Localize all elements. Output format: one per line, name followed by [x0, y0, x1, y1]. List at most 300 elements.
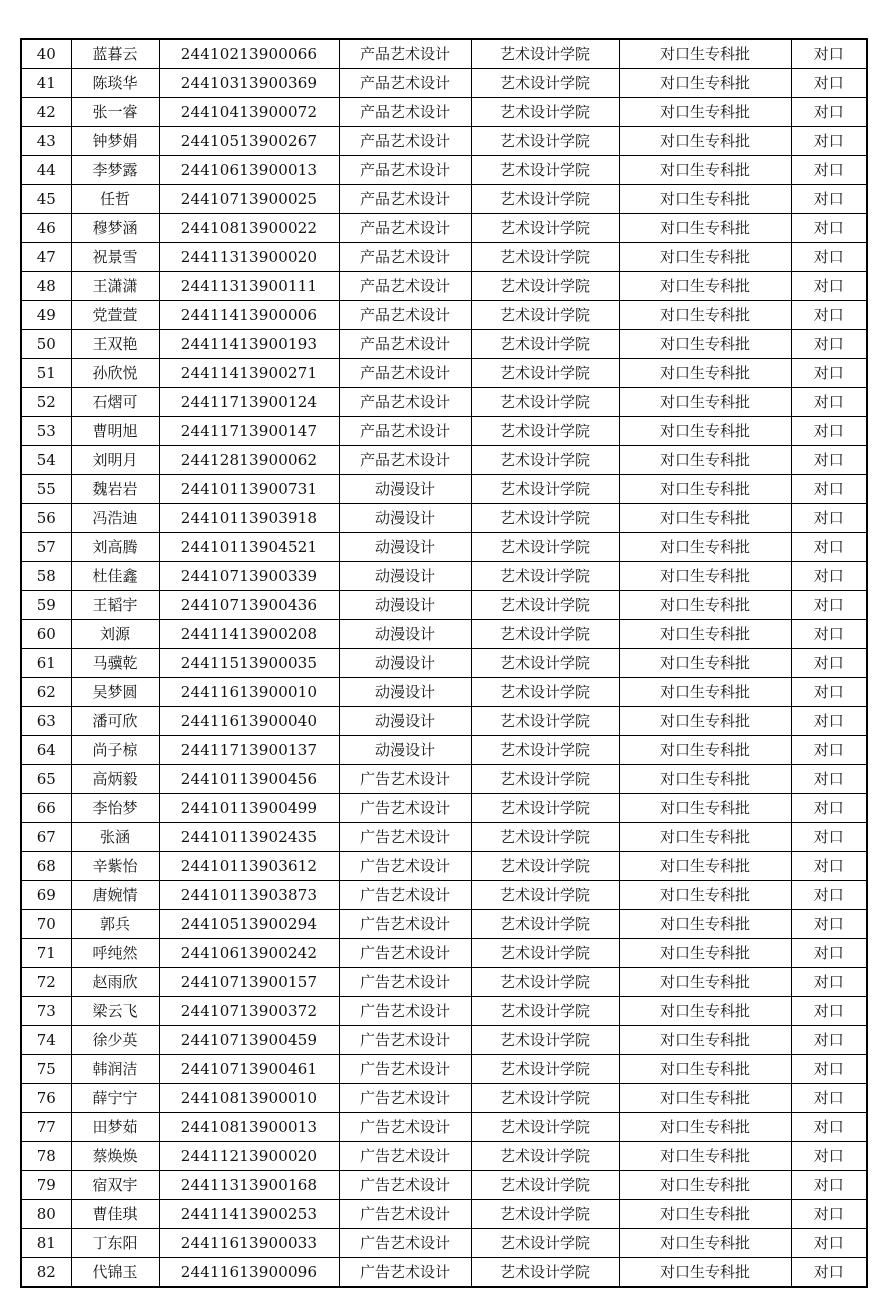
student-name-cell: 刘高腾 [71, 533, 159, 562]
table-row [21, 852, 867, 881]
exam-number-cell: 24410713900459 [159, 1026, 339, 1055]
major-cell: 广告艺术设计 [339, 1055, 471, 1084]
table-row [21, 910, 867, 939]
college-cell: 艺术设计学院 [471, 533, 619, 562]
table-row [21, 533, 867, 562]
college-cell: 艺术设计学院 [471, 997, 619, 1026]
student-name-cell: 马骥乾 [71, 649, 159, 678]
college-cell: 艺术设计学院 [471, 1258, 619, 1288]
admission-batch-cell: 对口生专科批 [619, 98, 791, 127]
student-name-cell: 王潇潇 [71, 272, 159, 301]
college-cell: 艺术设计学院 [471, 69, 619, 98]
admission-batch-cell: 对口生专科批 [619, 765, 791, 794]
student-type-cell: 对口 [791, 591, 867, 620]
exam-number-cell: 24411613900033 [159, 1229, 339, 1258]
major-cell: 广告艺术设计 [339, 1113, 471, 1142]
table-row [21, 968, 867, 997]
exam-number-cell: 24410313900369 [159, 69, 339, 98]
row-number-cell: 43 [21, 127, 71, 156]
admission-batch-cell: 对口生专科批 [619, 707, 791, 736]
table-row [21, 1142, 867, 1171]
table-row [21, 417, 867, 446]
student-name-cell: 孙欣悦 [71, 359, 159, 388]
student-name-cell: 赵雨欣 [71, 968, 159, 997]
exam-number-cell: 24410813900022 [159, 214, 339, 243]
student-name-cell: 刘明月 [71, 446, 159, 475]
student-type-cell: 对口 [791, 359, 867, 388]
major-cell: 广告艺术设计 [339, 881, 471, 910]
row-number-cell: 76 [21, 1084, 71, 1113]
row-number-cell: 70 [21, 910, 71, 939]
row-number-cell: 62 [21, 678, 71, 707]
college-cell: 艺术设计学院 [471, 417, 619, 446]
student-type-cell: 对口 [791, 852, 867, 881]
exam-number-cell: 24410613900242 [159, 939, 339, 968]
student-name-cell: 丁东阳 [71, 1229, 159, 1258]
admission-batch-cell: 对口生专科批 [619, 69, 791, 98]
exam-number-cell: 24410113900731 [159, 475, 339, 504]
table-row [21, 1171, 867, 1200]
exam-number-cell: 24411413900193 [159, 330, 339, 359]
admission-batch-cell: 对口生专科批 [619, 1171, 791, 1200]
student-type-cell: 对口 [791, 562, 867, 591]
exam-number-cell: 24410513900267 [159, 127, 339, 156]
student-name-cell: 陈琰华 [71, 69, 159, 98]
major-cell: 产品艺术设计 [339, 185, 471, 214]
table-row [21, 446, 867, 475]
college-cell: 艺术设计学院 [471, 330, 619, 359]
major-cell: 动漫设计 [339, 562, 471, 591]
table-row [21, 678, 867, 707]
exam-number-cell: 24410113903873 [159, 881, 339, 910]
college-cell: 艺术设计学院 [471, 852, 619, 881]
exam-number-cell: 24410113903918 [159, 504, 339, 533]
student-name-cell: 党萱萱 [71, 301, 159, 330]
college-cell: 艺术设计学院 [471, 562, 619, 591]
student-type-cell: 对口 [791, 1055, 867, 1084]
table-row [21, 881, 867, 910]
table-row [21, 243, 867, 272]
table-row [21, 475, 867, 504]
major-cell: 广告艺术设计 [339, 765, 471, 794]
college-cell: 艺术设计学院 [471, 1142, 619, 1171]
major-cell: 动漫设计 [339, 649, 471, 678]
student-type-cell: 对口 [791, 997, 867, 1026]
major-cell: 产品艺术设计 [339, 330, 471, 359]
major-cell: 动漫设计 [339, 620, 471, 649]
student-type-cell: 对口 [791, 533, 867, 562]
exam-number-cell: 24411413900253 [159, 1200, 339, 1229]
student-type-cell: 对口 [791, 243, 867, 272]
row-number-cell: 72 [21, 968, 71, 997]
college-cell: 艺术设计学院 [471, 1026, 619, 1055]
major-cell: 广告艺术设计 [339, 1084, 471, 1113]
student-name-cell: 张一睿 [71, 98, 159, 127]
row-number-cell: 78 [21, 1142, 71, 1171]
student-name-cell: 李梦露 [71, 156, 159, 185]
exam-number-cell: 24411313900168 [159, 1171, 339, 1200]
student-name-cell: 辛紫怡 [71, 852, 159, 881]
row-number-cell: 65 [21, 765, 71, 794]
row-number-cell: 54 [21, 446, 71, 475]
student-name-cell: 蓝暮云 [71, 39, 159, 69]
student-name-cell: 蔡焕焕 [71, 1142, 159, 1171]
row-number-cell: 80 [21, 1200, 71, 1229]
admission-batch-cell: 对口生专科批 [619, 881, 791, 910]
admission-batch-cell: 对口生专科批 [619, 1258, 791, 1288]
admission-batch-cell: 对口生专科批 [619, 388, 791, 417]
student-type-cell: 对口 [791, 939, 867, 968]
table-row [21, 765, 867, 794]
major-cell: 广告艺术设计 [339, 939, 471, 968]
student-name-cell: 穆梦涵 [71, 214, 159, 243]
row-number-cell: 40 [21, 39, 71, 69]
student-type-cell: 对口 [791, 620, 867, 649]
table-row [21, 1258, 867, 1288]
row-number-cell: 53 [21, 417, 71, 446]
major-cell: 产品艺术设计 [339, 98, 471, 127]
row-number-cell: 74 [21, 1026, 71, 1055]
table-row [21, 649, 867, 678]
student-type-cell: 对口 [791, 649, 867, 678]
student-name-cell: 王韬宇 [71, 591, 159, 620]
college-cell: 艺术设计学院 [471, 1084, 619, 1113]
student-name-cell: 张涵 [71, 823, 159, 852]
major-cell: 广告艺术设计 [339, 997, 471, 1026]
row-number-cell: 82 [21, 1258, 71, 1288]
admission-batch-cell: 对口生专科批 [619, 1229, 791, 1258]
table-row [21, 1113, 867, 1142]
major-cell: 广告艺术设计 [339, 1171, 471, 1200]
row-number-cell: 56 [21, 504, 71, 533]
student-name-cell: 钟梦娟 [71, 127, 159, 156]
student-type-cell: 对口 [791, 1142, 867, 1171]
college-cell: 艺术设计学院 [471, 504, 619, 533]
exam-number-cell: 24411613900040 [159, 707, 339, 736]
major-cell: 动漫设计 [339, 475, 471, 504]
table-row [21, 997, 867, 1026]
college-cell: 艺术设计学院 [471, 98, 619, 127]
student-name-cell: 唐婉情 [71, 881, 159, 910]
row-number-cell: 60 [21, 620, 71, 649]
admission-batch-cell: 对口生专科批 [619, 39, 791, 69]
student-type-cell: 对口 [791, 765, 867, 794]
exam-number-cell: 24410713900461 [159, 1055, 339, 1084]
admission-batch-cell: 对口生专科批 [619, 591, 791, 620]
student-type-cell: 对口 [791, 1200, 867, 1229]
admission-batch-cell: 对口生专科批 [619, 1200, 791, 1229]
row-number-cell: 58 [21, 562, 71, 591]
student-name-cell: 刘源 [71, 620, 159, 649]
table-row [21, 823, 867, 852]
major-cell: 动漫设计 [339, 678, 471, 707]
student-type-cell: 对口 [791, 39, 867, 69]
row-number-cell: 61 [21, 649, 71, 678]
row-number-cell: 55 [21, 475, 71, 504]
table-row [21, 39, 867, 69]
exam-number-cell: 24411213900020 [159, 1142, 339, 1171]
table-row [21, 214, 867, 243]
college-cell: 艺术设计学院 [471, 446, 619, 475]
admission-table [20, 38, 868, 1288]
student-type-cell: 对口 [791, 301, 867, 330]
row-number-cell: 51 [21, 359, 71, 388]
student-type-cell: 对口 [791, 69, 867, 98]
student-type-cell: 对口 [791, 1026, 867, 1055]
major-cell: 产品艺术设计 [339, 156, 471, 185]
student-name-cell: 徐少英 [71, 1026, 159, 1055]
major-cell: 广告艺术设计 [339, 910, 471, 939]
table-row [21, 939, 867, 968]
exam-number-cell: 24410713900436 [159, 591, 339, 620]
student-type-cell: 对口 [791, 330, 867, 359]
college-cell: 艺术设计学院 [471, 707, 619, 736]
college-cell: 艺术设计学院 [471, 968, 619, 997]
student-type-cell: 对口 [791, 678, 867, 707]
table-row [21, 707, 867, 736]
major-cell: 产品艺术设计 [339, 39, 471, 69]
row-number-cell: 71 [21, 939, 71, 968]
student-name-cell: 石熠可 [71, 388, 159, 417]
admission-list-page [20, 38, 866, 1288]
exam-number-cell: 24411613900096 [159, 1258, 339, 1288]
college-cell: 艺术设计学院 [471, 127, 619, 156]
table-row [21, 562, 867, 591]
exam-number-cell: 24410413900072 [159, 98, 339, 127]
major-cell: 动漫设计 [339, 504, 471, 533]
student-name-cell: 曹佳琪 [71, 1200, 159, 1229]
major-cell: 产品艺术设计 [339, 243, 471, 272]
table-row [21, 69, 867, 98]
exam-number-cell: 24410113904521 [159, 533, 339, 562]
college-cell: 艺术设计学院 [471, 156, 619, 185]
admission-batch-cell: 对口生专科批 [619, 1026, 791, 1055]
student-name-cell: 代锦玉 [71, 1258, 159, 1288]
college-cell: 艺术设计学院 [471, 939, 619, 968]
exam-number-cell: 24410113902435 [159, 823, 339, 852]
row-number-cell: 57 [21, 533, 71, 562]
table-row [21, 1026, 867, 1055]
admission-batch-cell: 对口生专科批 [619, 127, 791, 156]
major-cell: 动漫设计 [339, 591, 471, 620]
student-name-cell: 韩润洁 [71, 1055, 159, 1084]
admission-batch-cell: 对口生专科批 [619, 852, 791, 881]
student-name-cell: 冯浩迪 [71, 504, 159, 533]
student-type-cell: 对口 [791, 214, 867, 243]
exam-number-cell: 24410713900339 [159, 562, 339, 591]
college-cell: 艺术设计学院 [471, 649, 619, 678]
row-number-cell: 69 [21, 881, 71, 910]
admission-batch-cell: 对口生专科批 [619, 214, 791, 243]
college-cell: 艺术设计学院 [471, 910, 619, 939]
admission-batch-cell: 对口生专科批 [619, 678, 791, 707]
major-cell: 产品艺术设计 [339, 214, 471, 243]
row-number-cell: 45 [21, 185, 71, 214]
table-row [21, 185, 867, 214]
row-number-cell: 48 [21, 272, 71, 301]
major-cell: 产品艺术设计 [339, 388, 471, 417]
admission-batch-cell: 对口生专科批 [619, 446, 791, 475]
major-cell: 广告艺术设计 [339, 794, 471, 823]
exam-number-cell: 24410613900013 [159, 156, 339, 185]
row-number-cell: 73 [21, 997, 71, 1026]
student-name-cell: 尚子椋 [71, 736, 159, 765]
student-name-cell: 高炳毅 [71, 765, 159, 794]
table-row [21, 736, 867, 765]
table-row [21, 1200, 867, 1229]
student-type-cell: 对口 [791, 794, 867, 823]
table-row [21, 794, 867, 823]
college-cell: 艺术设计学院 [471, 243, 619, 272]
row-number-cell: 42 [21, 98, 71, 127]
student-type-cell: 对口 [791, 968, 867, 997]
major-cell: 广告艺术设计 [339, 852, 471, 881]
admission-batch-cell: 对口生专科批 [619, 939, 791, 968]
admission-batch-cell: 对口生专科批 [619, 185, 791, 214]
student-type-cell: 对口 [791, 1229, 867, 1258]
college-cell: 艺术设计学院 [471, 1113, 619, 1142]
exam-number-cell: 24410713900372 [159, 997, 339, 1026]
exam-number-cell: 24410713900157 [159, 968, 339, 997]
college-cell: 艺术设计学院 [471, 765, 619, 794]
college-cell: 艺术设计学院 [471, 736, 619, 765]
table-row [21, 504, 867, 533]
major-cell: 产品艺术设计 [339, 301, 471, 330]
admission-batch-cell: 对口生专科批 [619, 620, 791, 649]
college-cell: 艺术设计学院 [471, 1200, 619, 1229]
admission-batch-cell: 对口生专科批 [619, 417, 791, 446]
major-cell: 产品艺术设计 [339, 417, 471, 446]
college-cell: 艺术设计学院 [471, 1229, 619, 1258]
college-cell: 艺术设计学院 [471, 359, 619, 388]
exam-number-cell: 24411413900208 [159, 620, 339, 649]
exam-number-cell: 24410813900013 [159, 1113, 339, 1142]
admission-batch-cell: 对口生专科批 [619, 1113, 791, 1142]
admission-batch-cell: 对口生专科批 [619, 475, 791, 504]
college-cell: 艺术设计学院 [471, 388, 619, 417]
college-cell: 艺术设计学院 [471, 39, 619, 69]
major-cell: 动漫设计 [339, 736, 471, 765]
row-number-cell: 52 [21, 388, 71, 417]
major-cell: 广告艺术设计 [339, 968, 471, 997]
exam-number-cell: 24410513900294 [159, 910, 339, 939]
major-cell: 产品艺术设计 [339, 446, 471, 475]
table-row [21, 1229, 867, 1258]
table-row [21, 1055, 867, 1084]
student-type-cell: 对口 [791, 1171, 867, 1200]
student-type-cell: 对口 [791, 272, 867, 301]
student-type-cell: 对口 [791, 127, 867, 156]
row-number-cell: 46 [21, 214, 71, 243]
exam-number-cell: 24411413900006 [159, 301, 339, 330]
student-name-cell: 杜佳鑫 [71, 562, 159, 591]
student-type-cell: 对口 [791, 475, 867, 504]
student-name-cell: 潘可欣 [71, 707, 159, 736]
table-row [21, 388, 867, 417]
major-cell: 广告艺术设计 [339, 1142, 471, 1171]
admission-batch-cell: 对口生专科批 [619, 533, 791, 562]
exam-number-cell: 24410213900066 [159, 39, 339, 69]
college-cell: 艺术设计学院 [471, 591, 619, 620]
exam-number-cell: 24411713900137 [159, 736, 339, 765]
exam-number-cell: 24411713900124 [159, 388, 339, 417]
student-type-cell: 对口 [791, 98, 867, 127]
table-row [21, 98, 867, 127]
row-number-cell: 50 [21, 330, 71, 359]
student-type-cell: 对口 [791, 1113, 867, 1142]
student-name-cell: 郭兵 [71, 910, 159, 939]
table-row [21, 272, 867, 301]
student-name-cell: 吴梦圆 [71, 678, 159, 707]
table-row [21, 591, 867, 620]
row-number-cell: 49 [21, 301, 71, 330]
admission-batch-cell: 对口生专科批 [619, 968, 791, 997]
row-number-cell: 63 [21, 707, 71, 736]
table-row [21, 330, 867, 359]
college-cell: 艺术设计学院 [471, 214, 619, 243]
admission-batch-cell: 对口生专科批 [619, 1084, 791, 1113]
college-cell: 艺术设计学院 [471, 272, 619, 301]
row-number-cell: 79 [21, 1171, 71, 1200]
student-name-cell: 曹明旭 [71, 417, 159, 446]
major-cell: 产品艺术设计 [339, 272, 471, 301]
admission-batch-cell: 对口生专科批 [619, 156, 791, 185]
major-cell: 动漫设计 [339, 533, 471, 562]
row-number-cell: 66 [21, 794, 71, 823]
student-type-cell: 对口 [791, 823, 867, 852]
student-type-cell: 对口 [791, 1084, 867, 1113]
college-cell: 艺术设计学院 [471, 301, 619, 330]
row-number-cell: 41 [21, 69, 71, 98]
student-name-cell: 任哲 [71, 185, 159, 214]
exam-number-cell: 24411513900035 [159, 649, 339, 678]
admission-batch-cell: 对口生专科批 [619, 910, 791, 939]
student-type-cell: 对口 [791, 881, 867, 910]
admission-batch-cell: 对口生专科批 [619, 1055, 791, 1084]
college-cell: 艺术设计学院 [471, 1171, 619, 1200]
student-type-cell: 对口 [791, 504, 867, 533]
student-name-cell: 梁云飞 [71, 997, 159, 1026]
college-cell: 艺术设计学院 [471, 620, 619, 649]
exam-number-cell: 24410813900010 [159, 1084, 339, 1113]
admission-batch-cell: 对口生专科批 [619, 359, 791, 388]
student-type-cell: 对口 [791, 736, 867, 765]
exam-number-cell: 24411413900271 [159, 359, 339, 388]
student-name-cell: 王双艳 [71, 330, 159, 359]
student-type-cell: 对口 [791, 1258, 867, 1288]
college-cell: 艺术设计学院 [471, 1055, 619, 1084]
table-body [21, 39, 867, 1287]
table-row [21, 156, 867, 185]
college-cell: 艺术设计学院 [471, 881, 619, 910]
row-number-cell: 59 [21, 591, 71, 620]
admission-batch-cell: 对口生专科批 [619, 504, 791, 533]
exam-number-cell: 24410113900456 [159, 765, 339, 794]
student-type-cell: 对口 [791, 910, 867, 939]
exam-number-cell: 24411613900010 [159, 678, 339, 707]
major-cell: 产品艺术设计 [339, 69, 471, 98]
student-type-cell: 对口 [791, 185, 867, 214]
table-row [21, 359, 867, 388]
admission-batch-cell: 对口生专科批 [619, 272, 791, 301]
row-number-cell: 68 [21, 852, 71, 881]
row-number-cell: 44 [21, 156, 71, 185]
admission-batch-cell: 对口生专科批 [619, 736, 791, 765]
major-cell: 产品艺术设计 [339, 127, 471, 156]
major-cell: 动漫设计 [339, 707, 471, 736]
admission-batch-cell: 对口生专科批 [619, 794, 791, 823]
exam-number-cell: 24412813900062 [159, 446, 339, 475]
